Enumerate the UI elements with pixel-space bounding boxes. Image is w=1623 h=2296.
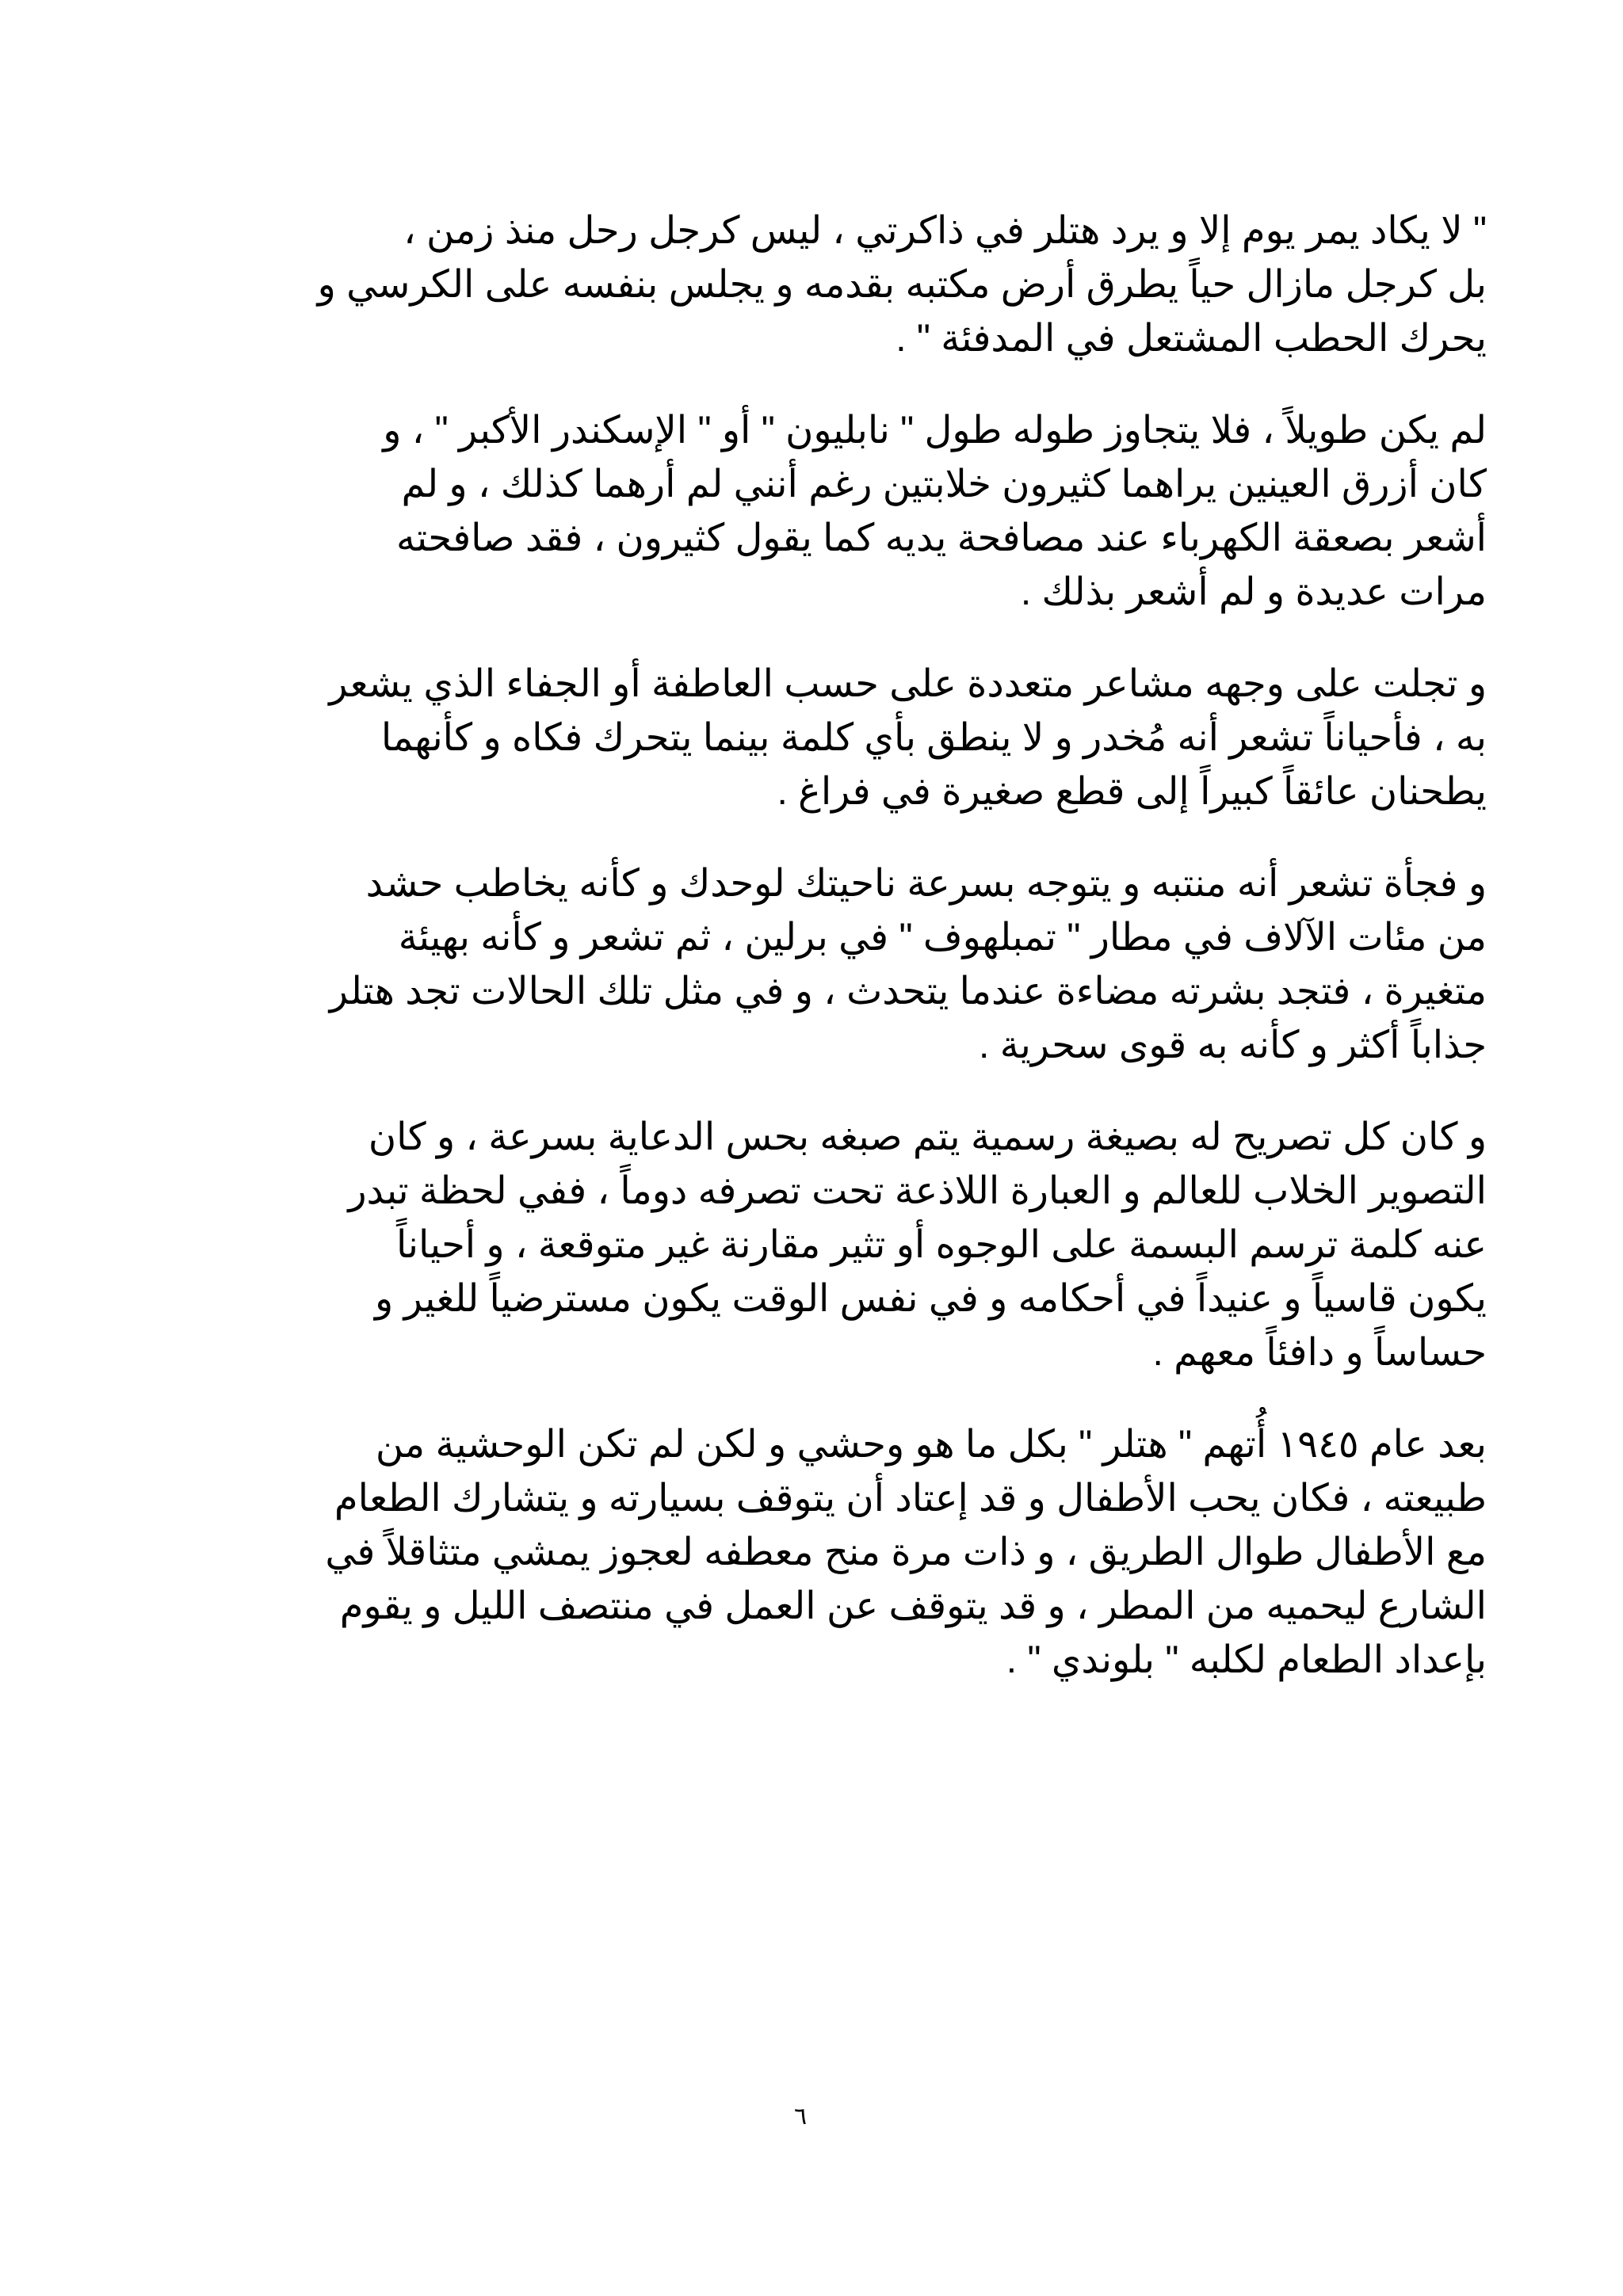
text-line: أشعر بصعقة الكهرباء عند مصافحة يديه كما يقول كثيرون ، فقد صافحته — [396, 517, 1487, 559]
text-line: عنه كلمة ترسم البسمة على الوجوه أو تثير مقارنة غير متوقعة ، و أحياناً — [395, 1224, 1487, 1266]
text-line: كان أزرق العينين يراهما كثيرون خلابتين رغم أنني لم أرهما كذلك ، و لم — [401, 463, 1487, 505]
paragraph — [132, 658, 1487, 819]
text-line: و كان كل تصريح له بصيغة رسمية يتم صبغه بحس الدعاية بسرعة ، و كان — [368, 1116, 1487, 1158]
page-number: ٦ — [793, 2103, 808, 2130]
text-line: و فجأة تشعر أنه منتبه و يتوجه بسرعة ناحيتك لوحدك و كأنه يخاطب حشد — [365, 863, 1487, 905]
text-line: و تجلت على وجهه مشاعر متعددة على حسب العاطفة أو الجفاء الذي يشعر — [329, 663, 1487, 705]
text-line: بعد عام ١٩٤٥ أُتهم " هتلر " بكل ما هو وحشي و لكن لم تكن الوحشية من — [375, 1424, 1487, 1466]
body-text — [132, 204, 1487, 1726]
text-line: التصوير الخلاب للعالم و العبارة اللاذعة تحت تصرفه دوماً ، ففي لحظة تبدر — [348, 1170, 1487, 1212]
text-line: بل كرجل مازال حياً يطرق أرض مكتبه بقدمه و يجلس بنفسه على الكرسي و — [317, 264, 1487, 306]
text-line: جذاباً أكثر و كأنه به قوى سحرية . — [979, 1024, 1487, 1066]
text-line: من مئات الآلاف في مطار " تمبلهوف " في برلين ، ثم تشعر و كأنه بهيئة — [398, 917, 1487, 959]
text-line: يكون قاسياً و عنيداً في أحكامه و في نفس الوقت يكون مسترضياً للغير و — [375, 1278, 1487, 1320]
text-line: مع الأطفال طوال الطريق ، و ذات مرة منح معطفه لعجوز يمشي متثاقلاً في — [325, 1531, 1487, 1573]
text-line: مرات عديدة و لم أشعر بذلك . — [1020, 571, 1487, 613]
paragraph — [132, 1111, 1487, 1380]
text-line: " لا يكاد يمر يوم إلا و يرد هتلر في ذاكرتي ، ليس كرجل رحل منذ زمن ، — [403, 210, 1487, 252]
text-line: حساساً و دافئاً معهم . — [1152, 1332, 1487, 1374]
text-line: متغيرة ، فتجد بشرته مضاءة عندما يتحدث ، و في مثل تلك الحالات تجد هتلر — [329, 971, 1487, 1013]
paragraph — [132, 1418, 1487, 1688]
text-line: طبيعته ، فكان يحب الأطفال و قد إعتاد أن يتوقف بسيارته و يتشارك الطعام — [334, 1478, 1487, 1520]
text-line: الشارع ليحميه من المطر ، و قد يتوقف عن العمل في منتصف الليل و يقوم — [339, 1585, 1487, 1627]
text-line: يطحنان عائقاً كبيراً إلى قطع صغيرة في فراغ . — [777, 771, 1487, 813]
paragraph — [132, 404, 1487, 620]
text-line: بإعداد الطعام لكلبه " بلوندي " . — [1006, 1639, 1487, 1681]
text-line: لم يكن طويلاً ، فلا يتجاوز طوله طول " نابليون " أو " الإسكندر الأكبر " ، و — [383, 410, 1487, 452]
text-line: به ، فأحياناً تشعر أنه مُخدر و لا ينطق بأي كلمة بينما يتحرك فكاه و كأنهما — [380, 717, 1487, 759]
paragraph — [132, 857, 1487, 1073]
paragraph — [132, 204, 1487, 366]
text-line: يحرك الحطب المشتعل في المدفئة " . — [896, 318, 1487, 360]
